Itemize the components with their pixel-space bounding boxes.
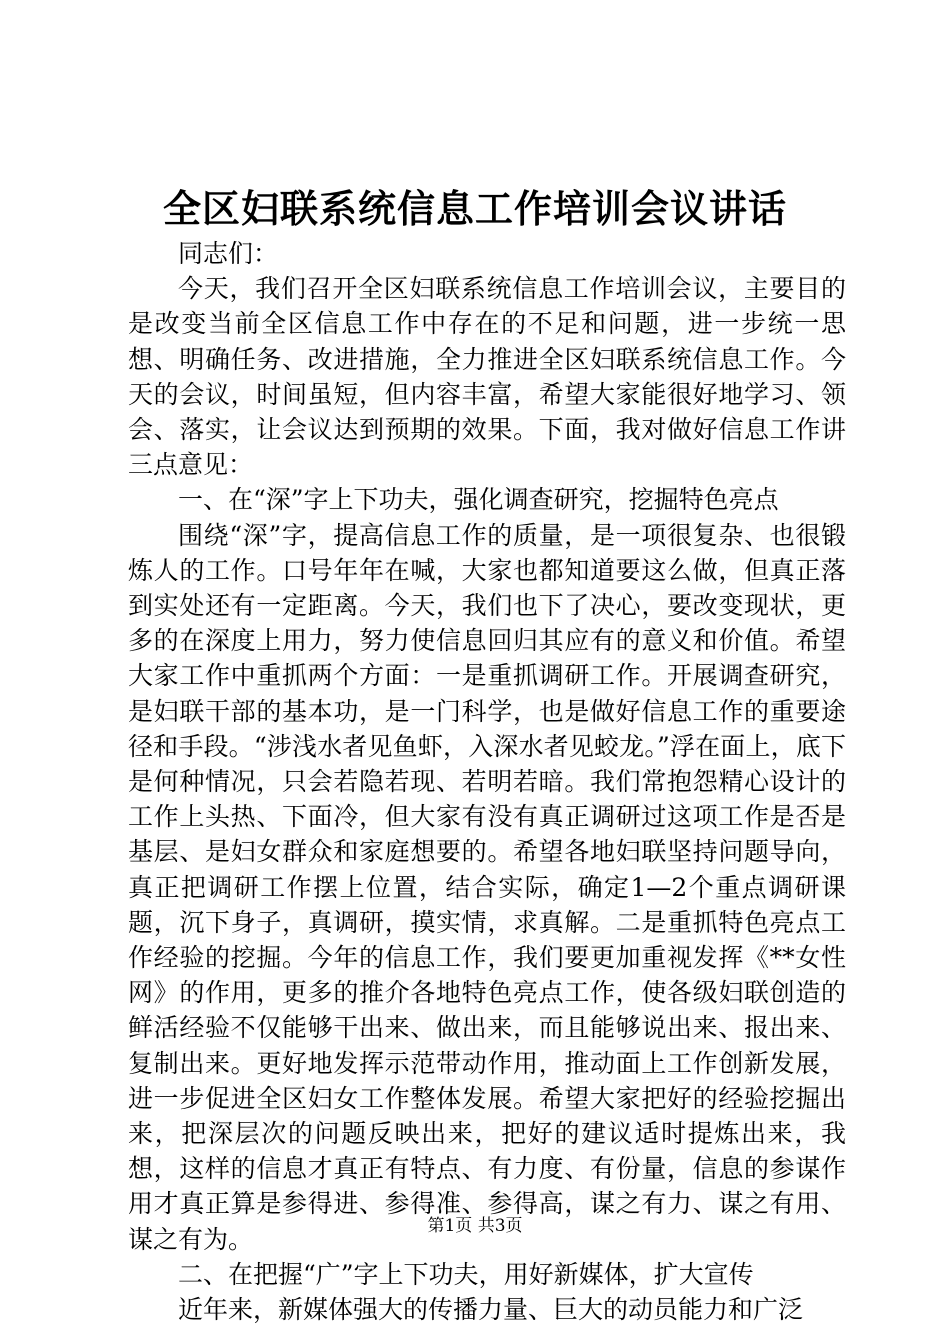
- section-1-paragraph: 围绕“深”字，提高信息工作的质量，是一项很复杂、也很锻炼人的工作。口号年年在喊，大家也都知道要这么做，但真正落到实处还有一定距离。今天，我们也下了决心，要改变现状，更多的在深度上用力，努力使信息回归其应有的意义和价值。希望大家工作中重抓两个方面：一是重抓调研工作。开展调查研究，是妇联干部的基本功，是一门科学，也是做好信息工作的重要途径和手段。“涉浅水者见鱼虾，入深水者见蛟龙。”浮在面上，底下是何种情况，只会若隐若现、若明若暗。我们常抱怨精心设计的工作上头热、下面冷，但大家有没有真正调研过这项工作是否是基层、是妇女群众和家庭想要的。希望各地妇联坚持问题导向，真正把调研工作摆上位置，结合实际，确定1—2个重点调研课题，沉下身子，真调研，摸实情，求真解。二是重抓特色亮点工作经验的挖掘。今年的信息工作，我们要更加重视发挥《**女性网》的作用，更多的推介各地特色亮点工作，使各级妇联创造的鲜活经验不仅能够干出来、做出来，而且能够说出来、报出来、复制出来。更好地发挥示范带动作用，推动面上工作创新发展，进一步促进全区妇女工作整体发展。希望大家把好的经验挖掘出来，把深层次的问题反映出来，把好的建议适时提炼出来，我想，这样的信息才真正有特点、有力度、有份量，信息的参谋作用才真正算是参得进、参得准、参得高，谋之有力、谋之有用、谋之有为。: [128, 520, 846, 1254]
- document-title: 全区妇联系统信息工作培训会议讲话: [162, 186, 787, 231]
- section-2-paragraph: 近年来，新媒体强大的传播力量、巨大的动员能力和广泛: [178, 1295, 804, 1325]
- section-heading-1: 一、在“深”字上下功夫，强化调查研究，挖掘特色亮点: [178, 485, 779, 515]
- section-heading-2: 二、在把握“广”字上下功夫，用好新媒体，扩大宣传: [178, 1259, 754, 1289]
- page-footer: 第1页 共3页: [427, 1216, 523, 1236]
- document-body: [128, 236, 846, 1327]
- salutation-paragraph: 同志们：: [178, 239, 279, 268]
- intro-paragraph: 今天，我们召开全区妇联系统信息工作培训会议，主要目的是改变当前全区信息工作中存在的不足和问题，进一步统一思想、明确任务、改进措施，全力推进全区妇联系统信息工作。今天的会议，时间虽短，但内容丰富，希望大家能很好地学习、领会、落实，让会议达到预期的效果。下面，我对做好信息工作讲三点意见：: [128, 274, 846, 480]
